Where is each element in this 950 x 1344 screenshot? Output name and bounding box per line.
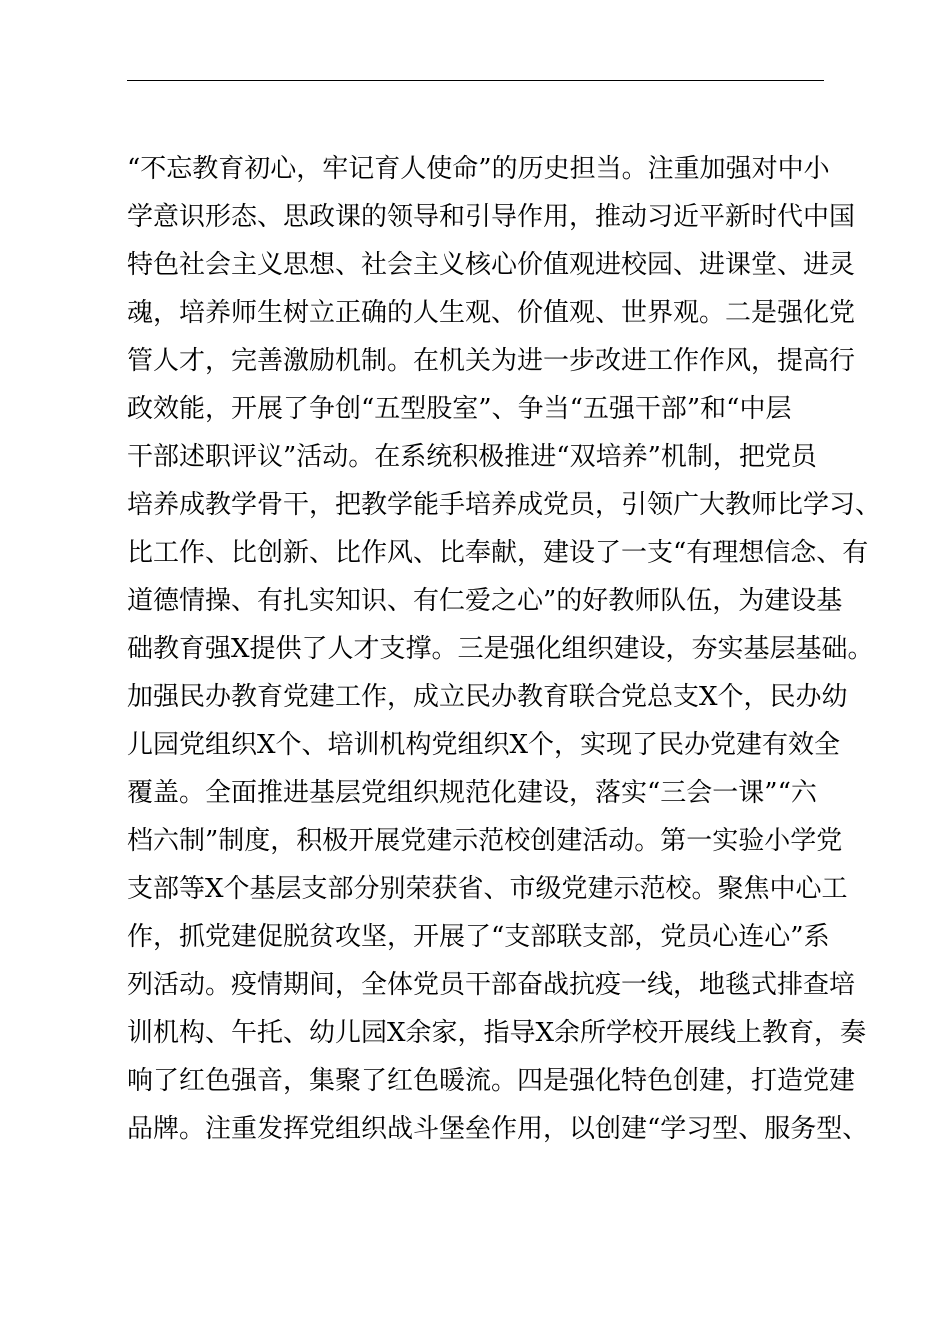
text-line: 档六制”制度，积极开展党建示范校创建活动。第一实验小学党 [127,826,843,856]
text-line: 作，抓党建促脱贫攻坚，开展了“支部联支部，党员心连心”系 [127,922,830,952]
body-text [127,145,882,1153]
text-line: 道德情操、有扎实知识、有仁爱之心”的好教师队伍，为建设基 [127,586,843,616]
text-line: 支部等X个基层支部分别荣获省、市级党建示范校。聚焦中心工 [127,874,848,904]
text-line: 管人才，完善激励机制。在机关为进一步改进工作作风，提高行 [127,346,856,376]
text-line: 品牌。注重发挥党组织战斗堡垒作用，以创建“学习型、服务型、 [127,1114,869,1144]
text-line: 学意识形态、思政课的领导和引导作用，推动习近平新时代中国 [127,202,856,232]
text-line: “不忘教育初心，牢记育人使命”的历史担当。注重加强对中小 [127,154,830,184]
text-line: 政效能，开展了争创“五型股室”、争当“五强干部”和“中层 [127,394,792,424]
text-line: 训机构、午托、幼儿园X余家，指导X余所学校开展线上教育，奏 [127,1018,867,1048]
text-line: 列活动。疫情期间，全体党员干部奋战抗疫一线，地毯式排查培 [127,970,856,1000]
text-line: 干部述职评议”活动。在系统积极推进“双培养”机制，把党员 [127,442,817,472]
text-line: 比工作、比创新、比作风、比奉献，建设了一支“有理想信念、有 [127,538,869,568]
text-line: 特色社会主义思想、社会主义核心价值观进校园、进课堂、进灵 [127,250,856,280]
text-line: 响了红色强音，集聚了红色暖流。四是强化特色创建，打造党建 [127,1066,856,1096]
text-line: 础教育强X提供了人才支撑。三是强化组织建设，夯实基层基础。 [127,634,874,664]
text-line: 培养成教学骨干，把教学能手培养成党员，引领广大教师比学习、 [127,490,882,520]
text-line: 魂，培养师生树立正确的人生观、价值观、世界观。二是强化党 [127,298,856,328]
text-line: 覆盖。全面推进基层党组织规范化建设，落实“三会一课”“六 [127,778,817,808]
text-line: 儿园党组织X个、培训机构党组织X个，实现了民办党建有效全 [127,730,841,760]
text-line: 加强民办教育党建工作，成立民办教育联合党总支X个，民办幼 [127,682,848,712]
header-rule [127,80,824,81]
